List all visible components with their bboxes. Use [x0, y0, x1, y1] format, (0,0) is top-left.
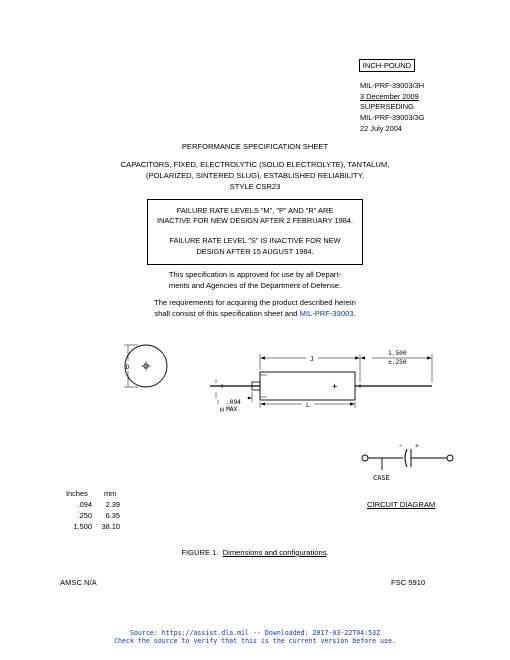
- label-h: H: [220, 406, 224, 412]
- dim-1500: 1.500: [388, 350, 407, 357]
- spec-title-line2: (POLARIZED, SINTERED SLUG), ESTABLISHED RELIABILITY,: [146, 170, 364, 180]
- spec-title-line3: STYLE CSR23: [229, 181, 281, 191]
- requirements-statement: The requirements for acquiring the product described herein shall consist of this specification sheet and MIL-PRF-39003.: [154, 298, 356, 318]
- case-label: CASE: [373, 474, 390, 482]
- approval-statement: This specification is approved for use by all Depart- ments and Agencies of the Department of Defense.: [168, 270, 342, 290]
- source-line[interactable]: Source: https://assist.dla.mil -- Downloaded: 2017-03-22T04:53Z: [129, 629, 381, 637]
- amsc-code: AMSC N/A: [60, 578, 97, 587]
- dim-max: MAX: [226, 406, 238, 412]
- units-header-inches: Inches: [66, 489, 88, 498]
- mil-prf-39003-link[interactable]: MIL-PRF-39003: [299, 308, 354, 318]
- dim-250: ±.250: [388, 359, 407, 366]
- circuit-diagram: [360, 438, 460, 494]
- units-header-mm: mm: [104, 489, 117, 498]
- table-row: .094 2.39: [77, 500, 120, 509]
- notice-p1-line1: FAILURE RATE LEVELS "M", "P" AND "R" ARE: [176, 206, 334, 215]
- terminal-right: [447, 455, 453, 461]
- units-conversion-table: [66, 488, 120, 532]
- circuit-minus-sign: -: [398, 441, 403, 450]
- figure-caption: FIGURE 1. Dimensions and configurations.: [181, 548, 329, 557]
- superseded-number: MIL-PRF-39003/3G: [360, 113, 425, 123]
- capacitor-negative-plate: [405, 449, 407, 467]
- verify-line: Check the source to verify that this is the current version before use.: [114, 637, 396, 646]
- circuit-plus-sign: +: [415, 442, 419, 450]
- table-row: 1.500 38.10: [73, 522, 120, 531]
- fsc-code: FSC 5910: [391, 578, 426, 587]
- circuit-diagram-caption: CIRCUIT DIAGRAM: [367, 500, 436, 509]
- doc-date: 3 December 2009: [360, 91, 419, 101]
- inactive-notice-box: [147, 199, 363, 265]
- polarity-plus-sign: +: [332, 382, 338, 392]
- notice-p2-line1: FAILURE RATE LEVEL "S" IS INACTIVE FOR NEW: [169, 236, 341, 246]
- label-d: D: [125, 363, 130, 371]
- notice-p2-line2: DESIGN AFTER 15 AUGUST 1984.: [196, 246, 314, 256]
- spec-title-line1: CAPACITORS, FIXED, ELECTROLYTIC (SOLID ELECTROLYTE), TANTALUM,: [120, 160, 390, 169]
- doc-number: MIL-PRF-39003/3H: [360, 81, 425, 90]
- capacitor-body: [260, 372, 355, 400]
- inch-pound-label: INCH-POUND: [359, 59, 415, 72]
- source-notice: [0, 629, 510, 646]
- table-row: .250 6.35: [77, 511, 120, 520]
- superseded-date: 22 July 2004: [360, 123, 402, 133]
- sheet-type-title: PERFORMANCE SPECIFICATION SHEET: [181, 142, 329, 151]
- notice-p1-line2: INACTIVE FOR NEW DESIGN AFTER 2 FEBRUARY 1984.: [156, 216, 354, 226]
- document-identifier-block: [360, 81, 425, 135]
- superseding-label: SUPERSEDING: [360, 102, 414, 112]
- terminal-left: [362, 455, 368, 461]
- label-j: J: [310, 355, 314, 363]
- spec-title: [0, 160, 510, 192]
- dim-094: .094: [226, 399, 241, 406]
- capacitor-dimension-drawing: [110, 332, 440, 412]
- label-l: L: [306, 401, 310, 409]
